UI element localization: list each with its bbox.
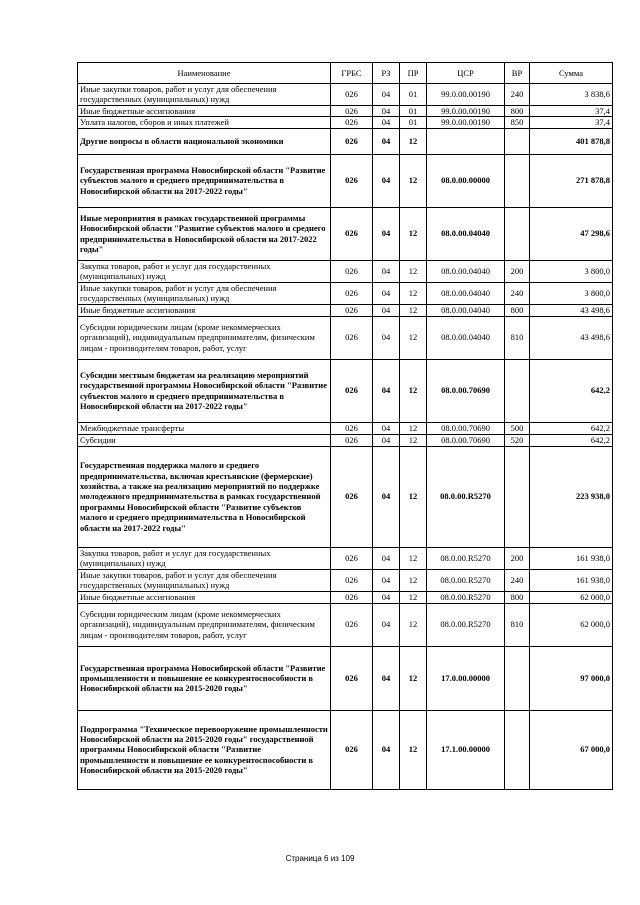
row-rz: 04 xyxy=(373,547,400,569)
row-sum: 37,4 xyxy=(530,105,613,116)
header-pr: ПР xyxy=(400,63,427,84)
row-vr xyxy=(505,646,530,710)
row-vr: 520 xyxy=(505,434,530,446)
row-sum: 67 000,0 xyxy=(530,710,613,789)
row-name: Иные мероприятия в рамках государственной программы Новосибирской области "Развитие субъектов малого и среднего предпринимательства в Новосибирской области на 2017-2022 годы" xyxy=(78,207,331,260)
budget-table xyxy=(77,62,613,790)
row-sum: 401 878,8 xyxy=(530,128,613,154)
row-rz: 04 xyxy=(373,359,400,422)
row-csr: 99.0.00.00190 xyxy=(427,117,505,128)
row-vr xyxy=(505,207,530,260)
header-csr: ЦСР xyxy=(427,63,505,84)
row-vr xyxy=(505,359,530,422)
row-name: Другие вопросы в области национальной экономики xyxy=(78,128,331,154)
row-name: Закупка товаров, работ и услуг для государственных (муниципальных) нужд xyxy=(78,547,331,569)
row-sum: 62 000,0 xyxy=(530,603,613,646)
row-grbs: 026 xyxy=(331,260,373,282)
row-rz: 04 xyxy=(373,446,400,547)
row-sum: 3 838,6 xyxy=(530,84,613,106)
row-rz: 04 xyxy=(373,591,400,603)
row-grbs: 026 xyxy=(331,547,373,569)
row-grbs: 026 xyxy=(331,569,373,591)
row-vr: 240 xyxy=(505,84,530,106)
row-rz: 04 xyxy=(373,304,400,316)
table-row xyxy=(78,603,613,646)
row-pr: 12 xyxy=(400,316,427,359)
page-number: Страница 6 из 109 xyxy=(285,854,355,863)
row-rz: 04 xyxy=(373,154,400,207)
row-pr: 12 xyxy=(400,207,427,260)
row-vr: 810 xyxy=(505,316,530,359)
header-row xyxy=(78,63,613,84)
row-pr: 12 xyxy=(400,154,427,207)
row-name: Иные бюджетные ассигнования xyxy=(78,105,331,116)
row-grbs: 026 xyxy=(331,434,373,446)
header-rz: РЗ xyxy=(373,63,400,84)
table-row xyxy=(78,422,613,434)
row-pr: 01 xyxy=(400,105,427,116)
row-pr: 12 xyxy=(400,359,427,422)
table-row xyxy=(78,316,613,359)
row-sum: 97 000,0 xyxy=(530,646,613,710)
row-pr: 12 xyxy=(400,282,427,304)
row-csr: 08.0.00.04040 xyxy=(427,316,505,359)
row-name: Субсидии xyxy=(78,434,331,446)
row-pr: 12 xyxy=(400,603,427,646)
table-row xyxy=(78,710,613,789)
row-csr: 99.0.00.00190 xyxy=(427,105,505,116)
row-pr: 12 xyxy=(400,260,427,282)
row-csr: 08.0.00.R5270 xyxy=(427,569,505,591)
table-row xyxy=(78,260,613,282)
row-vr: 200 xyxy=(505,260,530,282)
row-rz: 04 xyxy=(373,710,400,789)
row-rz: 04 xyxy=(373,128,400,154)
row-name: Государственная программа Новосибирской области "Развитие субъектов малого и среднего предпринимательства в Новосибирской области на 2017-2022 годы" xyxy=(78,154,331,207)
row-rz: 04 xyxy=(373,260,400,282)
row-rz: 04 xyxy=(373,569,400,591)
row-grbs: 026 xyxy=(331,84,373,106)
row-grbs: 026 xyxy=(331,603,373,646)
row-csr: 17.0.00.00000 xyxy=(427,646,505,710)
header-name: Наименование xyxy=(78,63,331,84)
row-vr: 800 xyxy=(505,304,530,316)
row-name: Иные закупки товаров, работ и услуг для обеспечения государственных (муниципальных) нужд xyxy=(78,84,331,106)
row-vr: 810 xyxy=(505,603,530,646)
header-sum: Сумма xyxy=(530,63,613,84)
table-row xyxy=(78,547,613,569)
row-name: Иные бюджетные ассигнования xyxy=(78,304,331,316)
row-grbs: 026 xyxy=(331,710,373,789)
row-rz: 04 xyxy=(373,646,400,710)
row-grbs: 026 xyxy=(331,128,373,154)
row-csr: 08.0.00.04040 xyxy=(427,260,505,282)
row-csr: 08.0.00.R5270 xyxy=(427,446,505,547)
row-csr: 08.0.00.R5270 xyxy=(427,591,505,603)
row-grbs: 026 xyxy=(331,591,373,603)
table-row xyxy=(78,128,613,154)
row-rz: 04 xyxy=(373,603,400,646)
row-pr: 01 xyxy=(400,117,427,128)
row-csr: 08.0.00.04040 xyxy=(427,304,505,316)
row-csr: 17.1.00.00000 xyxy=(427,710,505,789)
row-csr: 08.0.00.00000 xyxy=(427,154,505,207)
row-pr: 12 xyxy=(400,304,427,316)
row-pr: 12 xyxy=(400,569,427,591)
row-grbs: 026 xyxy=(331,117,373,128)
row-csr: 08.0.00.04040 xyxy=(427,207,505,260)
row-sum: 43 498,6 xyxy=(530,316,613,359)
row-grbs: 026 xyxy=(331,446,373,547)
row-rz: 04 xyxy=(373,207,400,260)
row-sum: 161 938,0 xyxy=(530,569,613,591)
row-vr xyxy=(505,128,530,154)
row-name: Закупка товаров, работ и услуг для государственных (муниципальных) нужд xyxy=(78,260,331,282)
row-sum: 62 000,0 xyxy=(530,591,613,603)
row-sum: 642,2 xyxy=(530,359,613,422)
row-csr: 08.0.00.R5270 xyxy=(427,547,505,569)
table-row xyxy=(78,359,613,422)
row-rz: 04 xyxy=(373,282,400,304)
table-row xyxy=(78,282,613,304)
table-row xyxy=(78,105,613,116)
row-vr xyxy=(505,154,530,207)
row-grbs: 026 xyxy=(331,282,373,304)
row-pr: 12 xyxy=(400,128,427,154)
row-sum: 3 800,0 xyxy=(530,282,613,304)
row-vr: 240 xyxy=(505,569,530,591)
row-rz: 04 xyxy=(373,105,400,116)
row-rz: 04 xyxy=(373,434,400,446)
row-vr: 850 xyxy=(505,117,530,128)
row-sum: 3 800,0 xyxy=(530,260,613,282)
row-csr: 08.0.00.70690 xyxy=(427,359,505,422)
row-vr: 500 xyxy=(505,422,530,434)
row-grbs: 026 xyxy=(331,304,373,316)
table-row xyxy=(78,84,613,106)
row-vr xyxy=(505,710,530,789)
row-csr: 08.0.00.70690 xyxy=(427,434,505,446)
row-vr: 800 xyxy=(505,591,530,603)
row-grbs: 026 xyxy=(331,646,373,710)
row-vr: 800 xyxy=(505,105,530,116)
row-sum: 642,2 xyxy=(530,434,613,446)
row-csr: 08.0.00.70690 xyxy=(427,422,505,434)
row-name: Иные бюджетные ассигнования xyxy=(78,591,331,603)
row-sum: 223 938,0 xyxy=(530,446,613,547)
row-vr xyxy=(505,446,530,547)
row-pr: 12 xyxy=(400,434,427,446)
row-csr xyxy=(427,128,505,154)
table-body xyxy=(78,84,613,790)
row-grbs: 026 xyxy=(331,316,373,359)
row-sum: 47 298,6 xyxy=(530,207,613,260)
row-name: Государственная поддержка малого и среднего предпринимательства, включая крестьянские (фермерские) хозяйства, а также на реализацию мероприятий по поддержке молодежного предпринимательства в рамках государственной программы Новосибирской области "Развитие субъектов малого и среднего предпринимательства в Новосибирской области на 2017-2022 годы" xyxy=(78,446,331,547)
row-csr: 99.0.00.00190 xyxy=(427,84,505,106)
row-name: Уплата налогов, сборов и иных платежей xyxy=(78,117,331,128)
row-name: Иные закупки товаров, работ и услуг для обеспечения государственных (муниципальных) нужд xyxy=(78,569,331,591)
row-sum: 37,4 xyxy=(530,117,613,128)
table-row xyxy=(78,569,613,591)
row-pr: 12 xyxy=(400,646,427,710)
table-row xyxy=(78,646,613,710)
table-row xyxy=(78,446,613,547)
row-pr: 12 xyxy=(400,422,427,434)
row-name: Субсидии юридическим лицам (кроме некоммерческих организаций), индивидуальным предпринимателям, физическим лицам - производителям товаров, работ, услуг xyxy=(78,316,331,359)
table-row xyxy=(78,154,613,207)
table-row xyxy=(78,304,613,316)
header-grbs: ГРБС xyxy=(331,63,373,84)
row-grbs: 026 xyxy=(331,422,373,434)
row-sum: 43 498,6 xyxy=(530,304,613,316)
row-rz: 04 xyxy=(373,117,400,128)
row-grbs: 026 xyxy=(331,207,373,260)
table-row xyxy=(78,117,613,128)
row-name: Субсидии юридическим лицам (кроме некоммерческих организаций), индивидуальным предпринимателям, физическим лицам - производителям товаров, работ, услуг xyxy=(78,603,331,646)
row-name: Подпрограмма "Техническое перевооружение промышленности Новосибирской области на 2015-2020 годы" государственной программы Новосибирской области "Развитие промышленности и повышение ее конкурентоспособности в Новосибирской области на 2015-2020 годы" xyxy=(78,710,331,789)
row-name: Иные закупки товаров, работ и услуг для обеспечения государственных (муниципальных) нужд xyxy=(78,282,331,304)
row-rz: 04 xyxy=(373,316,400,359)
table-row xyxy=(78,434,613,446)
row-pr: 12 xyxy=(400,547,427,569)
row-csr: 08.0.00.R5270 xyxy=(427,603,505,646)
row-rz: 04 xyxy=(373,422,400,434)
row-pr: 12 xyxy=(400,710,427,789)
row-pr: 01 xyxy=(400,84,427,106)
row-pr: 12 xyxy=(400,446,427,547)
table-row xyxy=(78,591,613,603)
row-name: Субсидии местным бюджетам на реализацию мероприятий государственной программы Новосибирской области "Развитие субъектов малого и среднего предпринимательства в Новосибирской области на 2017-2022 годы" xyxy=(78,359,331,422)
row-name: Государственная программа Новосибирской области "Развитие промышленности и повышение ее конкурентоспособности в Новосибирской области на 2015-2020 годы" xyxy=(78,646,331,710)
row-vr: 240 xyxy=(505,282,530,304)
row-sum: 271 878,8 xyxy=(530,154,613,207)
row-vr: 200 xyxy=(505,547,530,569)
row-grbs: 026 xyxy=(331,105,373,116)
row-rz: 04 xyxy=(373,84,400,106)
row-grbs: 026 xyxy=(331,359,373,422)
table-row xyxy=(78,207,613,260)
row-pr: 12 xyxy=(400,591,427,603)
header-vr: ВР xyxy=(505,63,530,84)
row-csr: 08.0.00.04040 xyxy=(427,282,505,304)
row-sum: 642,2 xyxy=(530,422,613,434)
row-sum: 161 938,0 xyxy=(530,547,613,569)
row-name: Межбюджетные трансферты xyxy=(78,422,331,434)
row-grbs: 026 xyxy=(331,154,373,207)
